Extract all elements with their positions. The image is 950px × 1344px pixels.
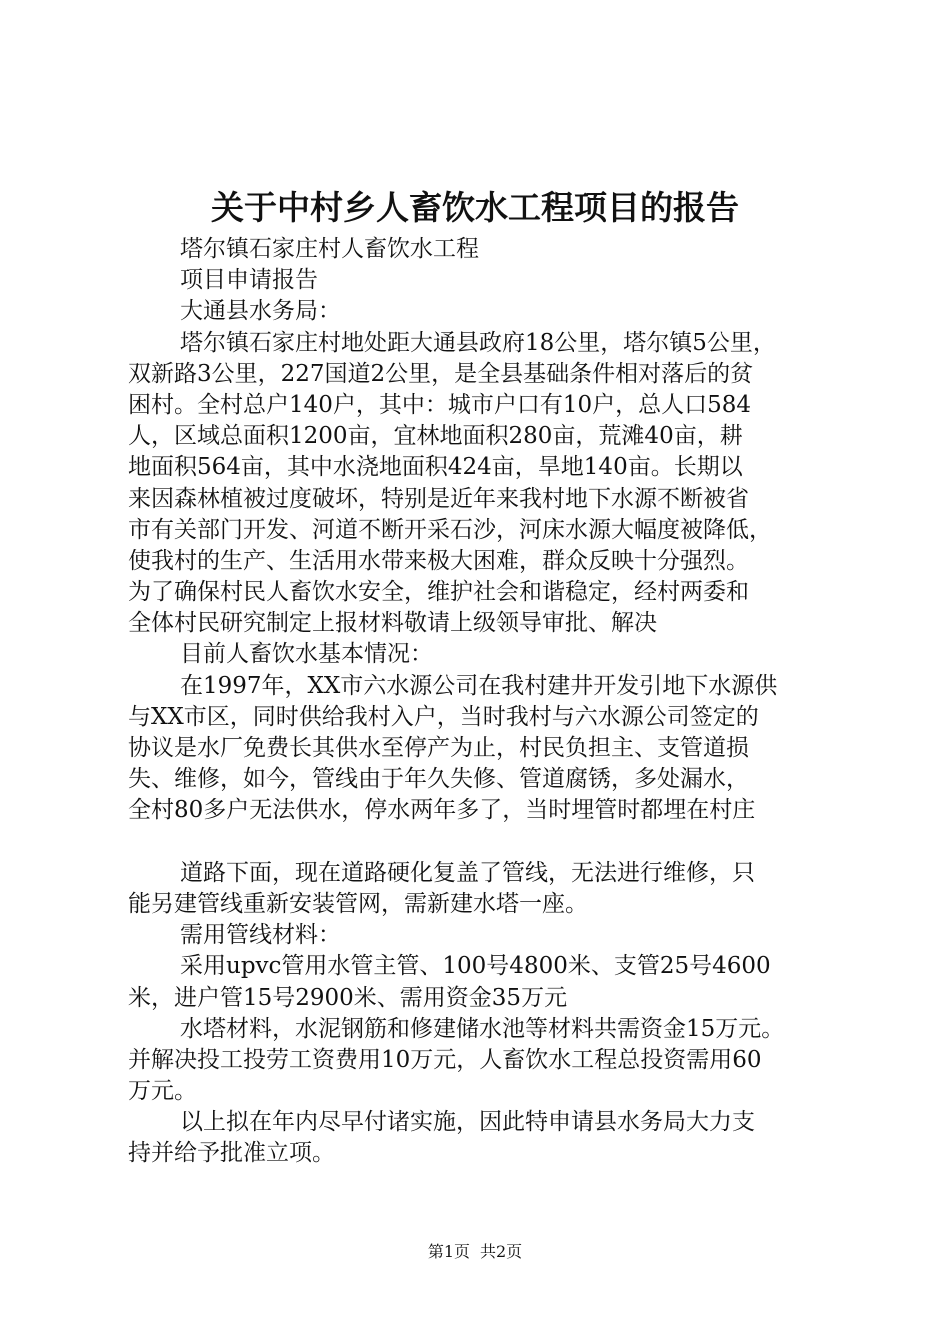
body-line: 万元。 bbox=[128, 1078, 197, 1105]
document-body bbox=[128, 234, 846, 1170]
body-line: 协议是水厂免费长其供水至停产为止，村民负担主、支管道损 bbox=[128, 735, 749, 761]
body-line: 与XX市区，同时供给我村入户，当时我村与六水源公司签定的 bbox=[128, 703, 759, 730]
body-line: 人，区域总面积1200亩，宜林地面积280亩，荒滩40亩，耕 bbox=[128, 423, 743, 450]
body-line: 需用管线材料： bbox=[180, 922, 341, 949]
body-line: 使我村的生产、生活用水带来极大困难，群众反映十分强烈。 bbox=[128, 547, 749, 574]
paragraph-gap bbox=[128, 827, 846, 858]
body-line: 全体村民研究制定上报材料敬请上级领导审批、解决 bbox=[128, 610, 657, 637]
body-line: 失、维修，如今，管线由于年久失修、管道腐锈，多处漏水， bbox=[128, 766, 749, 793]
page-total: 共2页 bbox=[480, 1242, 523, 1261]
body-line: 道路下面，现在道路硬化复盖了管线，无法进行维修，只 bbox=[180, 859, 755, 886]
body-line: 持并给予批准立项。 bbox=[128, 1140, 335, 1167]
body-line: 塔尔镇石家庄村地处距大通县政府18公里，塔尔镇5公里， bbox=[180, 329, 776, 356]
body-line: 市有关部门开发、河道不断开采石沙，河床水源大幅度被降低， bbox=[128, 516, 772, 543]
body-line: 以上拟在年内尽早付诸实施，因此特申请县水务局大力支 bbox=[180, 1109, 755, 1136]
body-line: 能另建管线重新安装管网，需新建水塔一座。 bbox=[128, 890, 588, 917]
body-line: 困村。全村总户140户，其中：城市户口有10户，总人口584 bbox=[128, 391, 752, 418]
page-footer bbox=[0, 1241, 950, 1263]
body-line: 米，进户管15号2900米、需用资金35万元 bbox=[128, 984, 568, 1011]
body-line: 目前人畜饮水基本情况： bbox=[180, 641, 433, 668]
body-line: 来因森林植被过度破坏，特别是近年来我村地下水源不断被省 bbox=[128, 485, 749, 512]
body-line: 项目申请报告 bbox=[180, 267, 318, 294]
body-line: 大通县水务局： bbox=[180, 298, 341, 325]
body-line: 采用upvc管用水管主管、100号4800米、支管25号4600 bbox=[180, 953, 771, 980]
body-line: 全村80多户无法供水，停水两年多了，当时埋管时都埋在村庄 bbox=[128, 797, 756, 824]
body-line: 地面积564亩，其中水浇地面积424亩，旱地140亩。长期以 bbox=[128, 454, 743, 481]
body-line: 为了确保村民人畜饮水安全，维护社会和谐稳定，经村两委和 bbox=[128, 579, 749, 606]
body-line: 水塔材料，水泥钢筋和修建储水池等材料共需资金15万元。 bbox=[180, 1015, 785, 1042]
body-line: 塔尔镇石家庄村人畜饮水工程 bbox=[180, 236, 479, 262]
body-line: 双新路3公里，227国道2公里，是全县基础条件相对落后的贫 bbox=[128, 360, 754, 387]
page-number: 第1页 bbox=[427, 1242, 470, 1261]
document-title: 关于中村乡人畜饮水工程项目的报告 bbox=[211, 188, 739, 227]
body-line: 并解决投工投劳工资费用10万元，人畜饮水工程总投资需用60 bbox=[128, 1046, 762, 1073]
body-line: 在1997年，XX市六水源公司在我村建井开发引地下水源供 bbox=[180, 672, 778, 699]
